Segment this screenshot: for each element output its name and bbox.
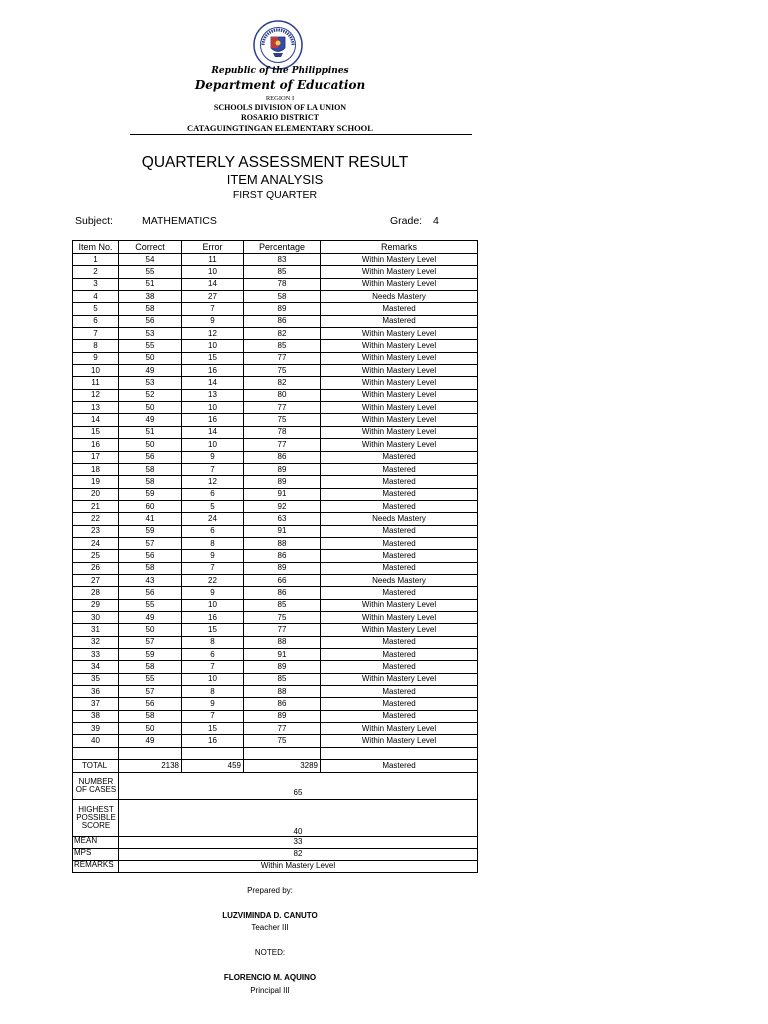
percentage-cell: 89 (244, 476, 321, 488)
prepared-by-label: Prepared by: (247, 886, 293, 895)
total-correct: 2138 (119, 759, 182, 772)
remarks-cell: Within Mastery Level (321, 266, 478, 278)
total-percentage: 3289 (244, 759, 321, 772)
header-divider (130, 134, 472, 135)
correct-cell: 57 (119, 636, 182, 648)
remarks-cell: Mastered (321, 649, 478, 661)
mps-row (73, 848, 478, 860)
item-no-cell: 14 (73, 414, 119, 426)
quarter-label: FIRST QUARTER (232, 189, 318, 201)
total-remarks: Mastered (321, 759, 478, 772)
error-cell: 16 (182, 735, 244, 747)
table-row (73, 710, 478, 722)
correct-cell: 56 (119, 315, 182, 327)
hps-value: 40 (119, 799, 478, 836)
correct-cell: 50 (119, 624, 182, 636)
error-cell: 7 (182, 303, 244, 315)
table-row (73, 624, 478, 636)
correct-cell: 58 (119, 562, 182, 574)
percentage-cell: 75 (244, 414, 321, 426)
error-cell: 16 (182, 365, 244, 377)
remarks-cell: Within Mastery Level (321, 414, 478, 426)
percentage-cell: 91 (244, 488, 321, 500)
correct-cell: 50 (119, 352, 182, 364)
item-no-cell: 36 (73, 686, 119, 698)
percentage-cell: 83 (244, 254, 321, 266)
table-row (73, 451, 478, 463)
item-no-cell: 40 (73, 735, 119, 747)
correct-cell: 57 (119, 537, 182, 549)
percentage-cell: 89 (244, 710, 321, 722)
correct-cell: 51 (119, 426, 182, 438)
percentage-cell: 63 (244, 513, 321, 525)
table-row (73, 723, 478, 735)
republic-heading: Republic of the Philippines (211, 66, 349, 76)
percentage-cell: 85 (244, 340, 321, 352)
error-cell: 8 (182, 537, 244, 549)
mean-value: 33 (119, 836, 478, 848)
item-no-cell: 25 (73, 550, 119, 562)
item-rows (73, 254, 478, 748)
remarks-cell: Mastered (321, 537, 478, 549)
remarks-cell: Within Mastery Level (321, 426, 478, 438)
remarks-cell: Within Mastery Level (321, 377, 478, 389)
remarks-row (73, 860, 478, 872)
item-no-cell: 39 (73, 723, 119, 735)
remarks-cell: Within Mastery Level (321, 673, 478, 685)
item-no-cell: 10 (73, 365, 119, 377)
error-cell: 10 (182, 266, 244, 278)
header-error: Error (182, 241, 244, 254)
deped-seal-logo (253, 20, 303, 70)
item-no-cell: 13 (73, 402, 119, 414)
error-cell: 10 (182, 439, 244, 451)
item-no-cell: 20 (73, 488, 119, 500)
total-error: 459 (182, 759, 244, 772)
percentage-cell: 88 (244, 537, 321, 549)
percentage-cell: 86 (244, 451, 321, 463)
correct-cell: 49 (119, 414, 182, 426)
remarks-cell: Mastered (321, 698, 478, 710)
table-row (73, 476, 478, 488)
percentage-cell: 78 (244, 278, 321, 290)
correct-cell: 49 (119, 365, 182, 377)
item-no-cell: 33 (73, 649, 119, 661)
remarks-cell: Within Mastery Level (321, 624, 478, 636)
remarks-cell: Within Mastery Level (321, 352, 478, 364)
percentage-cell: 80 (244, 389, 321, 401)
table-row (73, 574, 478, 586)
table-row (73, 315, 478, 327)
correct-cell: 59 (119, 488, 182, 500)
correct-cell: 59 (119, 649, 182, 661)
item-no-cell: 23 (73, 525, 119, 537)
correct-cell: 43 (119, 574, 182, 586)
remarks-cell: Mastered (321, 488, 478, 500)
correct-cell: 52 (119, 389, 182, 401)
mps-value: 82 (119, 848, 478, 860)
error-cell: 7 (182, 562, 244, 574)
error-cell: 10 (182, 599, 244, 611)
grade-value: 4 (433, 215, 439, 227)
remarks-cell: Mastered (321, 686, 478, 698)
correct-cell: 55 (119, 266, 182, 278)
item-no-cell: 7 (73, 328, 119, 340)
remarks-cell: Within Mastery Level (321, 389, 478, 401)
table-row (73, 562, 478, 574)
error-cell: 15 (182, 723, 244, 735)
remarks-cell: Mastered (321, 550, 478, 562)
remarks-cell: Mastered (321, 451, 478, 463)
percentage-cell: 86 (244, 698, 321, 710)
header-percentage: Percentage (244, 241, 321, 254)
remarks-cell: Within Mastery Level (321, 735, 478, 747)
item-no-cell: 17 (73, 451, 119, 463)
percentage-cell: 85 (244, 673, 321, 685)
error-cell: 13 (182, 389, 244, 401)
percentage-cell: 77 (244, 439, 321, 451)
error-cell: 9 (182, 315, 244, 327)
item-no-cell: 6 (73, 315, 119, 327)
percentage-cell: 86 (244, 587, 321, 599)
remarks-cell: Within Mastery Level (321, 278, 478, 290)
grade-label: Grade: (390, 215, 423, 227)
remarks-cell: Within Mastery Level (321, 611, 478, 623)
percentage-cell: 91 (244, 525, 321, 537)
remarks-cell: Mastered (321, 710, 478, 722)
table-row (73, 377, 478, 389)
header-remarks: Remarks (321, 241, 478, 254)
district-heading: ROSARIO DISTRICT (240, 113, 320, 122)
percentage-cell: 88 (244, 636, 321, 648)
error-cell: 7 (182, 661, 244, 673)
percentage-cell: 86 (244, 550, 321, 562)
correct-cell: 38 (119, 291, 182, 303)
cases-label-line2: OF CASES (75, 784, 117, 794)
percentage-cell: 75 (244, 611, 321, 623)
total-row (73, 759, 478, 772)
item-no-cell: 27 (73, 574, 119, 586)
remarks-cell: Mastered (321, 476, 478, 488)
table-row (73, 340, 478, 352)
error-cell: 6 (182, 488, 244, 500)
remarks-cell: Needs Mastery (321, 291, 478, 303)
table-row (73, 599, 478, 611)
table-row (73, 365, 478, 377)
noted-label: NOTED: (254, 948, 286, 957)
table-row (73, 266, 478, 278)
correct-cell: 51 (119, 278, 182, 290)
correct-cell: 56 (119, 550, 182, 562)
table-row (73, 673, 478, 685)
percentage-cell: 86 (244, 315, 321, 327)
item-analysis-table (72, 240, 478, 873)
table-row (73, 439, 478, 451)
error-cell: 27 (182, 291, 244, 303)
item-no-cell: 34 (73, 661, 119, 673)
correct-cell: 54 (119, 254, 182, 266)
item-no-cell: 2 (73, 266, 119, 278)
percentage-cell: 91 (244, 649, 321, 661)
item-no-cell: 22 (73, 513, 119, 525)
correct-cell: 50 (119, 402, 182, 414)
item-no-cell: 26 (73, 562, 119, 574)
table-row (73, 649, 478, 661)
division-heading: SCHOOLS DIVISION OF LA UNION (213, 103, 347, 112)
cases-value: 65 (119, 772, 478, 799)
cases-label-line1: NUMBER (78, 776, 114, 786)
error-cell: 8 (182, 636, 244, 648)
remarks-cell: Within Mastery Level (321, 365, 478, 377)
remarks-cell: Needs Mastery (321, 513, 478, 525)
remarks-cell: Mastered (321, 562, 478, 574)
item-no-cell: 18 (73, 463, 119, 475)
percentage-cell: 89 (244, 661, 321, 673)
item-no-cell: 29 (73, 599, 119, 611)
error-cell: 10 (182, 402, 244, 414)
remarks-cell: Within Mastery Level (321, 340, 478, 352)
table-row (73, 352, 478, 364)
remarks-cell: Mastered (321, 587, 478, 599)
correct-cell: 41 (119, 513, 182, 525)
percentage-cell: 77 (244, 624, 321, 636)
table-row (73, 661, 478, 673)
subject-label: Subject: (75, 215, 113, 227)
error-cell: 10 (182, 673, 244, 685)
percentage-cell: 75 (244, 365, 321, 377)
table-row (73, 291, 478, 303)
hps-label-line2: POSSIBLE (76, 812, 116, 822)
correct-cell: 55 (119, 673, 182, 685)
percentage-cell: 89 (244, 562, 321, 574)
report-subtitle: ITEM ANALYSIS (226, 172, 324, 187)
item-no-cell: 30 (73, 611, 119, 623)
correct-cell: 49 (119, 735, 182, 747)
error-cell: 15 (182, 624, 244, 636)
percentage-cell: 75 (244, 735, 321, 747)
error-cell: 24 (182, 513, 244, 525)
prepared-by-title: Teacher III (251, 923, 289, 932)
percentage-cell: 89 (244, 303, 321, 315)
error-cell: 9 (182, 451, 244, 463)
table-row (73, 328, 478, 340)
percentage-cell: 77 (244, 402, 321, 414)
correct-cell: 58 (119, 463, 182, 475)
item-no-cell: 32 (73, 636, 119, 648)
error-cell: 6 (182, 649, 244, 661)
table-row (73, 735, 478, 747)
table-row (73, 636, 478, 648)
item-no-cell: 24 (73, 537, 119, 549)
percentage-cell: 85 (244, 266, 321, 278)
item-no-cell: 16 (73, 439, 119, 451)
remarks-cell: Mastered (321, 303, 478, 315)
error-cell: 9 (182, 587, 244, 599)
error-cell: 9 (182, 698, 244, 710)
table-row (73, 426, 478, 438)
prepared-by-name: LUZVIMINDA D. CANUTO (222, 911, 318, 920)
header-correct: Correct (119, 241, 182, 254)
item-no-cell: 19 (73, 476, 119, 488)
subject-value: MATHEMATICS (142, 215, 217, 227)
item-no-cell: 11 (73, 377, 119, 389)
table-row (73, 278, 478, 290)
region-heading: REGION I (265, 95, 295, 102)
remarks-cell: Mastered (321, 500, 478, 512)
correct-cell: 57 (119, 686, 182, 698)
correct-cell: 50 (119, 439, 182, 451)
item-no-cell: 38 (73, 710, 119, 722)
correct-cell: 58 (119, 476, 182, 488)
table-row (73, 611, 478, 623)
remarks-cell: Mastered (321, 463, 478, 475)
percentage-cell: 58 (244, 291, 321, 303)
noted-by-title: Principal III (250, 986, 290, 995)
remarks-cell: Within Mastery Level (321, 439, 478, 451)
percentage-cell: 77 (244, 352, 321, 364)
percentage-cell: 77 (244, 723, 321, 735)
item-no-cell: 4 (73, 291, 119, 303)
item-no-cell: 35 (73, 673, 119, 685)
error-cell: 22 (182, 574, 244, 586)
remarks-cell: Mastered (321, 315, 478, 327)
remarks-label: REMARKS (73, 860, 119, 872)
correct-cell: 56 (119, 698, 182, 710)
percentage-cell: 78 (244, 426, 321, 438)
remarks-cell: Within Mastery Level (321, 402, 478, 414)
percentage-cell: 82 (244, 377, 321, 389)
error-cell: 14 (182, 278, 244, 290)
table-row (73, 402, 478, 414)
correct-cell: 59 (119, 525, 182, 537)
correct-cell: 53 (119, 377, 182, 389)
correct-cell: 50 (119, 723, 182, 735)
mean-label: MEAN (73, 836, 119, 848)
table-row (73, 303, 478, 315)
correct-cell: 55 (119, 599, 182, 611)
error-cell: 9 (182, 550, 244, 562)
error-cell: 12 (182, 328, 244, 340)
table-row (73, 463, 478, 475)
item-no-cell: 5 (73, 303, 119, 315)
correct-cell: 53 (119, 328, 182, 340)
mps-label: MPS (73, 848, 119, 860)
table-row (73, 389, 478, 401)
correct-cell: 56 (119, 587, 182, 599)
correct-cell: 60 (119, 500, 182, 512)
hps-label (73, 799, 119, 836)
department-heading: Department of Education (194, 78, 366, 92)
table-row (73, 698, 478, 710)
error-cell: 14 (182, 426, 244, 438)
hps-row (73, 799, 478, 836)
remarks-cell: Within Mastery Level (321, 328, 478, 340)
total-label: TOTAL (73, 759, 119, 772)
noted-by-name: FLORENCIO M. AQUINO (223, 973, 317, 982)
table-row (73, 537, 478, 549)
remarks-cell: Within Mastery Level (321, 723, 478, 735)
item-no-cell: 9 (73, 352, 119, 364)
hps-label-line1: HIGHEST (78, 804, 114, 814)
table-row (73, 686, 478, 698)
percentage-cell: 92 (244, 500, 321, 512)
header-item-no: Item No. (73, 241, 119, 254)
item-no-cell: 8 (73, 340, 119, 352)
table-row (73, 550, 478, 562)
remarks-cell: Mastered (321, 636, 478, 648)
percentage-cell: 89 (244, 463, 321, 475)
item-no-cell: 37 (73, 698, 119, 710)
blank-row (73, 747, 478, 759)
correct-cell: 58 (119, 661, 182, 673)
error-cell: 14 (182, 377, 244, 389)
item-no-cell: 31 (73, 624, 119, 636)
table-header-row (73, 241, 478, 254)
correct-cell: 49 (119, 611, 182, 623)
table-row (73, 500, 478, 512)
item-no-cell: 1 (73, 254, 119, 266)
table-row (73, 513, 478, 525)
percentage-cell: 88 (244, 686, 321, 698)
cases-row (73, 772, 478, 799)
report-title: QUARTERLY ASSESSMENT RESULT (141, 154, 409, 171)
error-cell: 5 (182, 500, 244, 512)
error-cell: 16 (182, 414, 244, 426)
school-heading: CATAGUINGTINGAN ELEMENTARY SCHOOL (187, 123, 373, 133)
remarks-value: Within Mastery Level (119, 860, 478, 872)
remarks-cell: Within Mastery Level (321, 254, 478, 266)
correct-cell: 55 (119, 340, 182, 352)
item-no-cell: 28 (73, 587, 119, 599)
table-row (73, 414, 478, 426)
remarks-cell: Needs Mastery (321, 574, 478, 586)
cases-label (73, 772, 119, 799)
remarks-cell: Mastered (321, 661, 478, 673)
correct-cell: 56 (119, 451, 182, 463)
error-cell: 11 (182, 254, 244, 266)
item-no-cell: 15 (73, 426, 119, 438)
percentage-cell: 85 (244, 599, 321, 611)
remarks-cell: Within Mastery Level (321, 599, 478, 611)
percentage-cell: 82 (244, 328, 321, 340)
correct-cell: 58 (119, 303, 182, 315)
table-row (73, 587, 478, 599)
percentage-cell: 66 (244, 574, 321, 586)
error-cell: 16 (182, 611, 244, 623)
error-cell: 12 (182, 476, 244, 488)
error-cell: 8 (182, 686, 244, 698)
table-row (73, 488, 478, 500)
item-no-cell: 21 (73, 500, 119, 512)
hps-label-line3: SCORE (81, 820, 111, 830)
error-cell: 10 (182, 340, 244, 352)
item-no-cell: 3 (73, 278, 119, 290)
error-cell: 6 (182, 525, 244, 537)
table-row (73, 254, 478, 266)
mean-row (73, 836, 478, 848)
remarks-cell: Mastered (321, 525, 478, 537)
correct-cell: 58 (119, 710, 182, 722)
error-cell: 7 (182, 710, 244, 722)
item-no-cell: 12 (73, 389, 119, 401)
error-cell: 7 (182, 463, 244, 475)
table-row (73, 525, 478, 537)
error-cell: 15 (182, 352, 244, 364)
